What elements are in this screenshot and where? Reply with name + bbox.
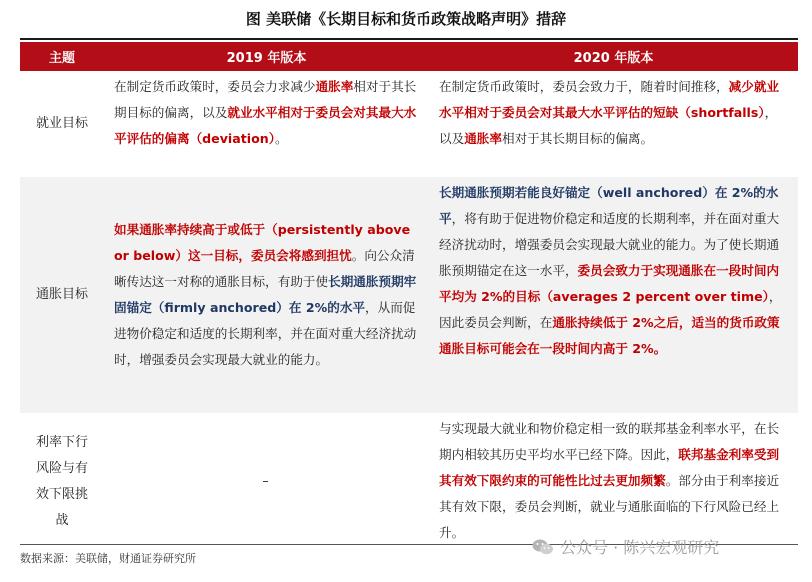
table-row [20,71,798,177]
header-2019: 2019 年版本 [104,42,429,71]
highlight-text: 就业水平相对于委员会对其最大水平评估的偏离（deviation） [114,105,417,146]
highlight-text: 长期通胀预期若能良好锚定（well anchored）在 2%的水平 [439,185,779,226]
body-text: 与实现最大就业和物价稳定相一致的联邦基金利率水平，在长期内相较其历史平均水平已经下降。因此， [439,421,780,462]
body-text: ，以及 [439,105,778,146]
cell-2019 [104,413,429,550]
highlight-text: 长期通胀预期牢固锚定（firmly anchored）在 2%的水平 [114,273,417,315]
body-text: ，因此委员会判断，在 [439,289,782,330]
source-note: 数据来源：美联储，财通证券研究所 [20,552,196,565]
highlight-text: 如果通胀率持续高于或低于（persistently above or below）这一目标，委员会将感到担忧 [114,221,411,263]
wechat-icon [532,538,554,556]
cell-2020 [429,177,798,413]
body-text: 相对于其长期目标的偏离，以及 [114,79,417,120]
topic-cell: 通胀目标 [20,177,104,413]
watermark-text: 公众号 · 陈兴宏观研究 [560,538,720,557]
comparison-table [20,42,798,550]
highlight-text: 委员会致力于实现通胀在一段时间内平均为 2%的目标（averages 2 percent over time） [439,263,780,304]
highlight-text: 减少就业水平相对于委员会对其最大水平评估的短缺（shortfalls） [439,79,780,120]
header-row [20,42,798,71]
body-text: 。部分由于利率接近其有效下限，委员会判断，就业与通胀面临的下行风险已经上升。 [439,473,780,540]
highlight-text: 通胀率 [315,79,354,94]
body-text: 在制定货币政策时，委员会致力于，随着时间推移， [439,79,729,94]
cell-2020 [429,71,798,177]
body-text: ，从而促进物价稳定和适度的长期利率，并在面对重大经济扰动时，增强委员会实现最大就业的能力。 [114,299,417,367]
body-text: 在制定货币政策时，委员会力求减少 [114,79,316,94]
highlight-text: 通胀率 [464,131,502,146]
title-rule [20,38,798,40]
topic-cell: 就业目标 [35,116,88,131]
cell-2019 [104,177,429,413]
body-text: – [262,473,269,488]
topic-cell: 利率下行风险与有效下限挑战 [35,434,88,528]
body-text: 。 [275,131,288,146]
body-text: 。向公众清晰传达这一对称的通胀目标，有助于使 [114,247,415,289]
highlight-text: 通胀持续低于 2%之后，适当的货币政策通胀目标可能会在一段时间内高于 2%。 [439,315,780,356]
highlight-text: 联邦基金利率受到其有效下限约束的可能性比过去更加频繁 [439,447,780,488]
body-text: ，将有助于促进物价稳定和适度的长期利率，并在面对重大经济扰动时，增强委员会实现最大就业的能力。为了使长期通胀预期锚定在这一水平， [439,211,780,278]
watermark [532,535,719,558]
header-topic: 主题 [20,42,104,71]
figure-title: 图 美联储《长期目标和货币政策战略声明》措辞 [245,10,567,28]
body-text: 相对于其长期目标的偏离。 [501,131,654,146]
table-row [20,177,798,413]
cell-2020 [429,413,798,550]
header-2020: 2020 年版本 [429,42,798,71]
cell-2019 [104,71,429,177]
table-row [20,413,798,550]
